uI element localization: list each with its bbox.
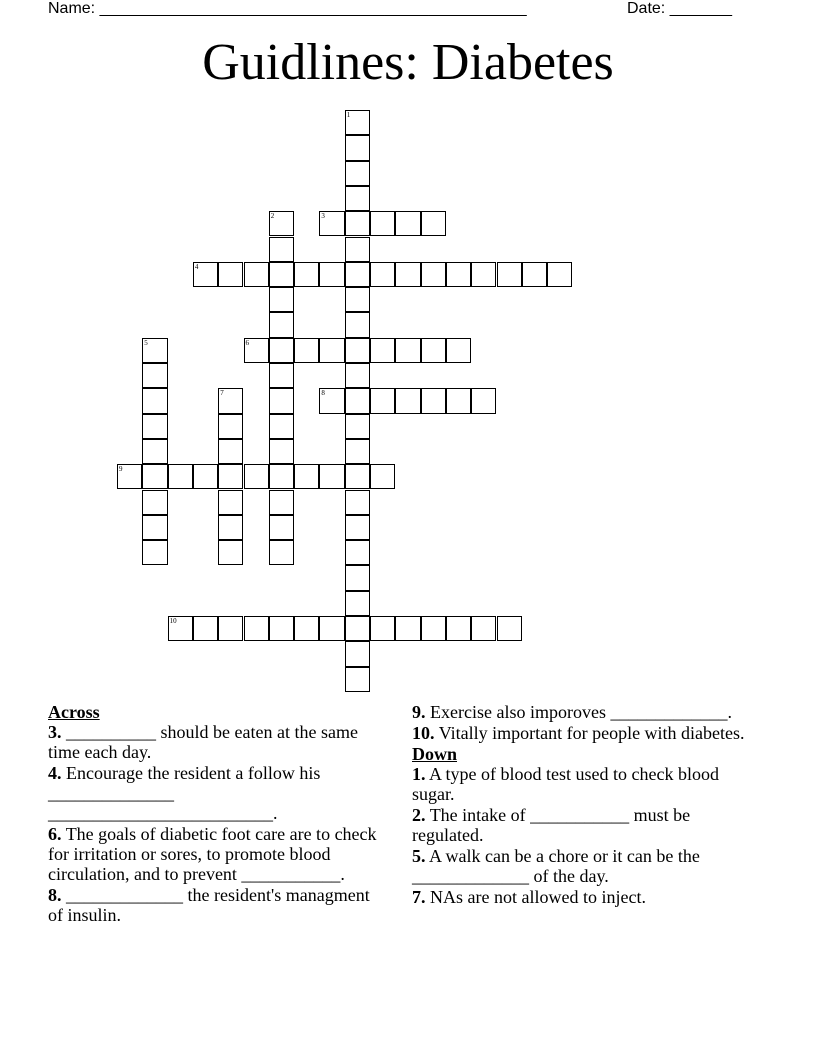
across-heading: Across bbox=[48, 702, 100, 722]
grid-cell[interactable] bbox=[370, 211, 395, 236]
clue-number-label: 8 bbox=[321, 389, 325, 398]
grid-cell[interactable] bbox=[319, 464, 344, 489]
grid-cell[interactable] bbox=[218, 388, 243, 413]
grid-cell[interactable] bbox=[345, 338, 370, 363]
grid-cell[interactable] bbox=[269, 616, 294, 641]
grid-cell[interactable] bbox=[497, 616, 522, 641]
grid-cell[interactable] bbox=[269, 211, 294, 236]
clue-number: 4. bbox=[48, 763, 62, 783]
grid-cell[interactable] bbox=[395, 211, 420, 236]
grid-cell[interactable] bbox=[294, 464, 319, 489]
grid-cell[interactable] bbox=[345, 110, 370, 135]
clue-text: __________ should be eaten at the same time each day. bbox=[48, 722, 358, 762]
clue-text: Exercise also imporoves _____________. bbox=[430, 702, 732, 722]
grid-cell[interactable] bbox=[345, 211, 370, 236]
grid-cell[interactable] bbox=[471, 616, 496, 641]
clues-right-column bbox=[412, 702, 762, 908]
across-clue bbox=[48, 722, 388, 762]
grid-cell[interactable] bbox=[244, 464, 269, 489]
grid-cell[interactable] bbox=[294, 262, 319, 287]
grid-cell[interactable] bbox=[345, 262, 370, 287]
grid-cell[interactable] bbox=[319, 211, 344, 236]
grid-cell[interactable] bbox=[168, 464, 193, 489]
across-clue bbox=[412, 723, 762, 743]
across-clue bbox=[48, 824, 388, 884]
clue-number: 6. bbox=[48, 824, 62, 844]
clue-number-label: 9 bbox=[119, 465, 123, 474]
clue-text: A type of blood test used to check blood sugar. bbox=[412, 764, 719, 804]
grid-cell[interactable] bbox=[142, 414, 167, 439]
grid-cell[interactable] bbox=[345, 439, 370, 464]
grid-cell[interactable] bbox=[319, 616, 344, 641]
grid-cell[interactable] bbox=[547, 262, 572, 287]
grid-cell[interactable] bbox=[269, 287, 294, 312]
grid-cell[interactable] bbox=[244, 262, 269, 287]
grid-cell[interactable] bbox=[446, 262, 471, 287]
clue-number: 5. bbox=[412, 846, 426, 866]
clue-text: A walk can be a chore or it can be the _____________ of the day. bbox=[412, 846, 700, 886]
grid-cell[interactable] bbox=[269, 338, 294, 363]
grid-cell[interactable] bbox=[269, 515, 294, 540]
clue-text: Vitally important for people with diabetes. bbox=[438, 723, 745, 743]
clue-text: NAs are not allowed to inject. bbox=[430, 887, 646, 907]
clue-number-label: 1 bbox=[346, 111, 351, 119]
grid-cell[interactable] bbox=[395, 616, 420, 641]
down-clue bbox=[412, 846, 762, 886]
grid-cell[interactable] bbox=[142, 439, 167, 464]
grid-cell[interactable] bbox=[269, 540, 294, 565]
grid-cell[interactable] bbox=[319, 262, 344, 287]
grid-cell[interactable] bbox=[269, 363, 294, 388]
grid-cell[interactable] bbox=[345, 388, 370, 413]
grid-cell[interactable] bbox=[269, 490, 294, 515]
grid-cell[interactable] bbox=[142, 464, 167, 489]
page-title: Guidlines: Diabetes bbox=[202, 34, 614, 91]
grid-cell[interactable] bbox=[370, 338, 395, 363]
grid-cell[interactable] bbox=[244, 616, 269, 641]
grid-cell[interactable] bbox=[370, 388, 395, 413]
grid-cell[interactable] bbox=[218, 414, 243, 439]
grid-cell[interactable] bbox=[142, 338, 167, 363]
down-clue bbox=[412, 805, 762, 845]
clue-text: The intake of ___________ must be regulated. bbox=[412, 805, 691, 845]
down-heading: Down bbox=[412, 744, 458, 764]
grid-cell[interactable] bbox=[193, 616, 218, 641]
grid-cell[interactable] bbox=[345, 464, 370, 489]
grid-cell[interactable] bbox=[218, 515, 243, 540]
grid-cell[interactable] bbox=[142, 515, 167, 540]
clue-text: _____________ the resident's managment of insulin. bbox=[48, 885, 370, 925]
grid-cell[interactable] bbox=[218, 490, 243, 515]
grid-cell[interactable] bbox=[117, 464, 142, 489]
grid-cell[interactable] bbox=[345, 363, 370, 388]
grid-cell[interactable] bbox=[168, 616, 193, 641]
grid-cell[interactable] bbox=[218, 262, 243, 287]
grid-cell[interactable] bbox=[421, 616, 446, 641]
grid-cell[interactable] bbox=[269, 388, 294, 413]
grid-cell[interactable] bbox=[421, 388, 446, 413]
grid-cell[interactable] bbox=[345, 667, 370, 692]
grid-cell[interactable] bbox=[345, 490, 370, 515]
clue-number: 1. bbox=[412, 764, 426, 784]
grid-cell[interactable] bbox=[269, 237, 294, 262]
grid-cell[interactable] bbox=[421, 211, 446, 236]
grid-cell[interactable] bbox=[522, 262, 547, 287]
clue-number: 2. bbox=[412, 805, 426, 825]
grid-cell[interactable] bbox=[345, 414, 370, 439]
grid-cell[interactable] bbox=[345, 186, 370, 211]
grid-cell[interactable] bbox=[345, 287, 370, 312]
grid-cell[interactable] bbox=[395, 262, 420, 287]
grid-cell[interactable] bbox=[370, 616, 395, 641]
grid-cell[interactable] bbox=[345, 641, 370, 666]
grid-cell[interactable] bbox=[345, 237, 370, 262]
grid-cell[interactable] bbox=[294, 338, 319, 363]
grid-cell[interactable] bbox=[142, 490, 167, 515]
grid-cell[interactable] bbox=[395, 388, 420, 413]
grid-cell[interactable] bbox=[319, 338, 344, 363]
grid-cell[interactable] bbox=[471, 388, 496, 413]
clue-number-label: 6 bbox=[245, 338, 249, 347]
grid-cell[interactable] bbox=[345, 565, 370, 590]
grid-cell[interactable] bbox=[218, 464, 243, 489]
clue-number: 10. bbox=[412, 723, 435, 743]
clues-left-column bbox=[48, 702, 388, 926]
grid-cell[interactable] bbox=[269, 262, 294, 287]
grid-cell[interactable] bbox=[218, 540, 243, 565]
clue-number-label: 10 bbox=[169, 617, 177, 625]
across-clue bbox=[48, 885, 388, 925]
grid-cell[interactable] bbox=[345, 161, 370, 186]
grid-cell[interactable] bbox=[345, 540, 370, 565]
clue-number-label: 2 bbox=[270, 212, 275, 221]
clue-number-label: 7 bbox=[220, 389, 224, 398]
clue-number-label: 5 bbox=[144, 338, 148, 347]
grid-cell[interactable] bbox=[345, 616, 370, 641]
grid-cell[interactable] bbox=[218, 616, 243, 641]
grid-cell[interactable] bbox=[395, 338, 420, 363]
grid-cell[interactable] bbox=[269, 439, 294, 464]
grid-cell[interactable] bbox=[446, 338, 471, 363]
grid-cell[interactable] bbox=[446, 616, 471, 641]
grid-cell[interactable] bbox=[421, 262, 446, 287]
grid-cell[interactable] bbox=[319, 388, 344, 413]
clue-text: Encourage the resident a follow his ______________ _________________________. bbox=[48, 763, 321, 823]
date-field[interactable]: Date: _______ bbox=[627, 0, 732, 17]
grid-cell[interactable] bbox=[142, 363, 167, 388]
grid-cell[interactable] bbox=[446, 388, 471, 413]
grid-cell[interactable] bbox=[370, 464, 395, 489]
clue-number: 9. bbox=[412, 702, 426, 722]
down-clue bbox=[412, 764, 762, 804]
across-clue bbox=[412, 702, 762, 722]
grid-cell[interactable] bbox=[142, 540, 167, 565]
clue-number-label: 4 bbox=[194, 262, 199, 271]
down-clue bbox=[412, 887, 762, 907]
grid-cell[interactable] bbox=[345, 515, 370, 540]
grid-cell[interactable] bbox=[421, 338, 446, 363]
grid-cell[interactable] bbox=[269, 312, 294, 337]
name-field[interactable]: Name: ________________________________________________ bbox=[48, 0, 527, 17]
clue-number-label: 3 bbox=[321, 212, 325, 221]
grid-cell[interactable] bbox=[142, 388, 167, 413]
grid-cell[interactable] bbox=[269, 414, 294, 439]
grid-cell[interactable] bbox=[294, 616, 319, 641]
clue-number: 8. bbox=[48, 885, 62, 905]
grid-cell[interactable] bbox=[244, 338, 269, 363]
across-clue bbox=[48, 763, 388, 823]
grid-cell[interactable] bbox=[345, 312, 370, 337]
grid-cell[interactable] bbox=[269, 464, 294, 489]
grid-cell[interactable] bbox=[370, 262, 395, 287]
grid-cell[interactable] bbox=[218, 439, 243, 464]
clue-number: 7. bbox=[412, 887, 426, 907]
grid-cell[interactable] bbox=[471, 262, 496, 287]
grid-cell[interactable] bbox=[497, 262, 522, 287]
grid-cell[interactable] bbox=[345, 135, 370, 160]
grid-cell[interactable] bbox=[193, 262, 218, 287]
clue-number: 3. bbox=[48, 722, 62, 742]
grid-cell[interactable] bbox=[345, 591, 370, 616]
clue-text: The goals of diabetic foot care are to check for irritation or sores, to promote blood circulation, and to prevent ___________. bbox=[48, 824, 377, 884]
grid-cell[interactable] bbox=[193, 464, 218, 489]
